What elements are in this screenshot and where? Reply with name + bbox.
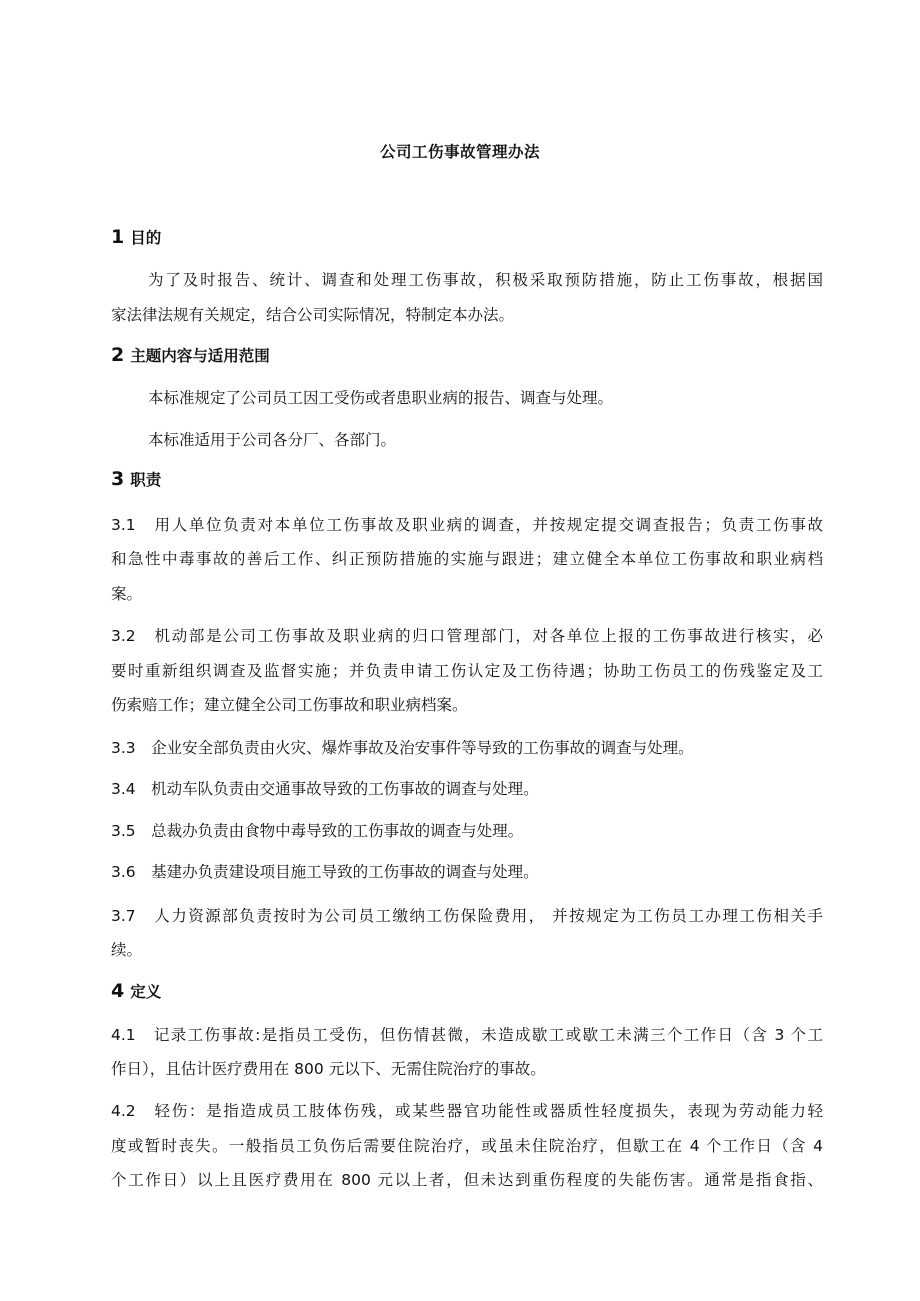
paragraph-line: 伤索赔工作；建立健全公司工伤事故和职业病档案。 [111, 696, 468, 714]
paragraph-line: 3.3 企业安全部负责由火灾、爆炸事故及治安事件等导致的工伤事故的调查与处理。 [111, 739, 694, 757]
section-4-heading [111, 980, 161, 1002]
paragraph-line: 本标准适用于公司各分厂、各部门。 [148, 431, 397, 449]
paragraph-line: 4.1 记录工伤事故:是指员工受伤，但伤情甚微，未造成歇工或歇工未满三个工作日（含 3 个工 [111, 1026, 823, 1044]
paragraph-line: 和急性中毒事故的善后工作、纠正预防措施的实施与跟进；建立健全本单位工伤事故和职业病档 [111, 550, 823, 568]
paragraph-line: 3.5 总裁办负责由食物中毒导致的工伤事故的调查与处理。 [111, 822, 524, 840]
section-title: 定义 [130, 983, 162, 1001]
section-number: 1 [111, 226, 125, 248]
section-3-heading [111, 468, 161, 490]
paragraph-line: 本标准规定了公司员工因工受伤或者患职业病的报告、调查与处理。 [148, 389, 614, 407]
paragraph-line: 要时重新组织调查及监督实施；并负责申请工伤认定及工伤待遇；协助工伤员工的伤残鉴定及工 [111, 662, 823, 680]
paragraph-line: 案。 [111, 585, 143, 603]
paragraph-line: 3.1 用人单位负责对本单位工伤事故及职业病的调查，并按规定提交调查报告；负责工伤事故 [111, 516, 823, 534]
paragraph-line: 3.4 机动车队负责由交通事故导致的工伤事故的调查与处理。 [111, 780, 539, 798]
section-number: 3 [111, 468, 125, 490]
paragraph-line: 4.2 轻伤：是指造成员工肢体伤残，或某些器官功能性或器质性轻度损失，表现为劳动能力轻 [111, 1102, 823, 1120]
paragraph-line: 作日），且估计医疗费用在 800 元以下、无需住院治疗的事故。 [111, 1060, 546, 1078]
paragraph-line: 3.6 基建办负责建设项目施工导致的工伤事故的调查与处理。 [111, 863, 539, 881]
document-title: 公司工伤事故管理办法 [379, 143, 540, 161]
section-2-heading [111, 344, 270, 366]
paragraph-line: 为了及时报告、统计、调查和处理工伤事故，积极采取预防措施，防止工伤事故，根据国 [148, 271, 823, 289]
paragraph-line: 续。 [111, 941, 143, 959]
paragraph-line: 3.7 人力资源部负责按时为公司员工缴纳工伤保险费用， 并按规定为工伤员工办理工伤相关手 [111, 907, 823, 925]
paragraph-line: 个工作日）以上且医疗费用在 800 元以上者，但未达到重伤程度的失能伤害。通常是指食指、 [111, 1171, 823, 1189]
section-title: 主题内容与适用范围 [130, 347, 270, 365]
paragraph-line: 度或暂时丧失。一般指员工负伤后需要住院治疗，或虽未住院治疗，但歇工在 4 个工作日（含 4 [111, 1137, 823, 1155]
section-number: 4 [111, 980, 125, 1002]
paragraph-line: 3.2 机动部是公司工伤事故及职业病的归口管理部门，对各单位上报的工伤事故进行核实，必 [111, 627, 823, 645]
section-number: 2 [111, 344, 125, 366]
paragraph-line: 家法律法规有关规定，结合公司实际情况，特制定本办法。 [111, 306, 515, 324]
section-1-heading [111, 226, 161, 248]
section-title: 目的 [130, 229, 162, 247]
section-title: 职责 [130, 471, 162, 489]
